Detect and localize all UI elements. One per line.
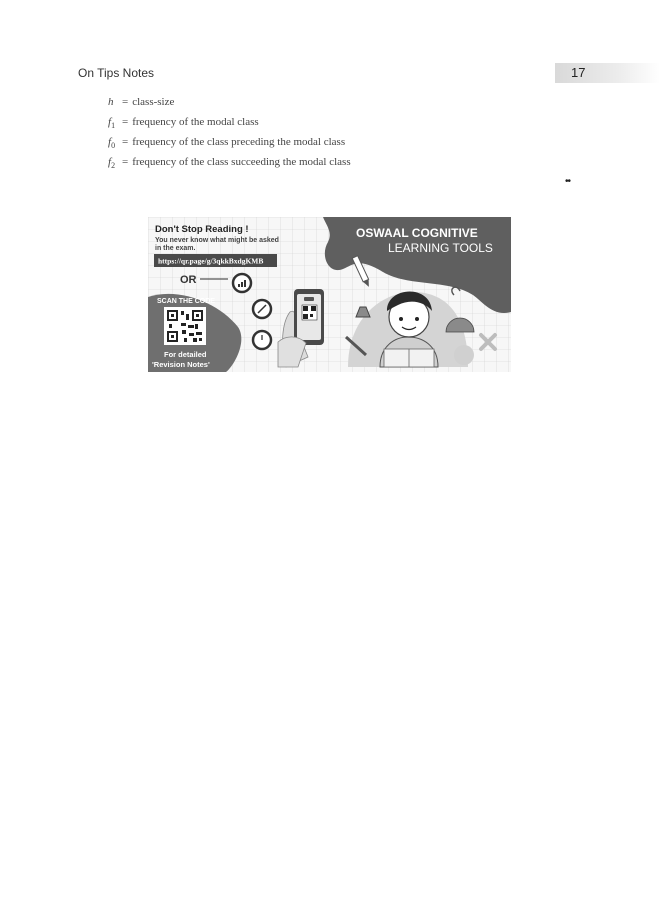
pencil-circle-icon [253, 300, 271, 318]
brand-line-2: LEARNING TOOLS [388, 241, 493, 255]
chart-icon [233, 274, 251, 292]
banner-subtext-2: in the exam. [155, 245, 196, 252]
definition-symbol: f [108, 156, 112, 168]
ball-icon [454, 345, 474, 365]
definition-subscript: 2 [111, 161, 116, 170]
banner-subtext-1: You never know what might be asked [155, 237, 279, 244]
equals-sign: = [122, 116, 129, 128]
definition-row [108, 156, 351, 176]
banner-url[interactable]: https://qr.page/g/3qkkBxdgKMB [158, 256, 264, 266]
definition-row [108, 136, 351, 156]
running-header-title: On Tips Notes [78, 66, 155, 80]
or-label: OR [180, 274, 197, 286]
brand-line-1: OSWAAL COGNITIVE [356, 226, 478, 240]
clock-icon [253, 331, 271, 349]
definition-text: frequency of the class succeeding the modal class [132, 156, 351, 168]
caption-line-1: For detailed [164, 350, 207, 359]
definition-symbol: h [108, 96, 114, 108]
definition-symbol: f [108, 116, 112, 128]
banner-heading: Don't Stop Reading ! [155, 224, 249, 235]
page-number-tab [555, 63, 660, 83]
oswaal-promo-banner[interactable] [148, 217, 511, 372]
definition-symbol: f [108, 136, 112, 148]
page-number: 17 [571, 65, 586, 80]
scan-label: SCAN THE CODE [157, 298, 215, 305]
qr-code-icon[interactable] [164, 307, 206, 345]
definition-row [108, 96, 351, 116]
equals-sign: = [122, 96, 129, 108]
definition-subscript: 0 [111, 141, 116, 150]
definition-text: class-size [132, 96, 175, 108]
definition-row [108, 116, 351, 136]
caption-line-2: 'Revision Notes' [152, 360, 210, 369]
definition-subscript: 1 [111, 121, 116, 130]
section-marker: •• [565, 176, 571, 187]
definitions-list [108, 96, 351, 176]
equals-sign: = [122, 136, 129, 148]
definition-text: frequency of the modal class [132, 116, 259, 128]
definition-text: frequency of the class preceding the modal class [132, 136, 346, 148]
equals-sign: = [122, 156, 129, 168]
